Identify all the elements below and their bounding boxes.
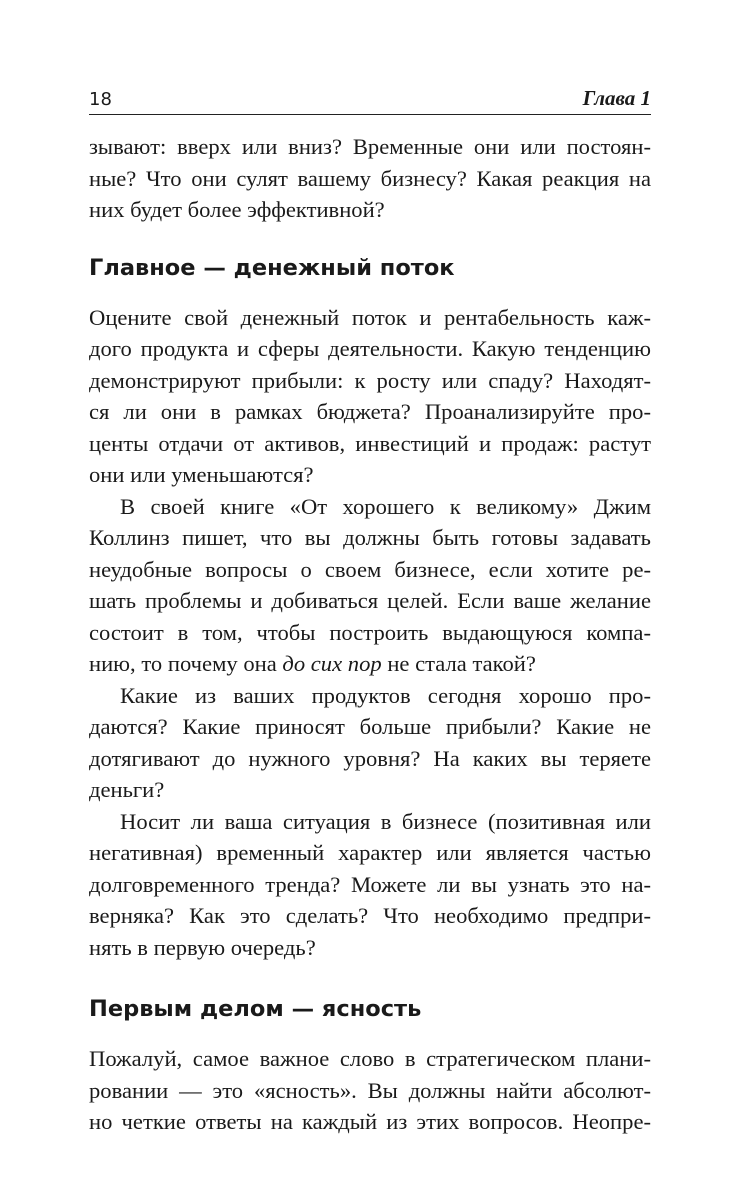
text-line: но четкие ответы на каждый из этих вопросов. Неопре- (89, 1109, 651, 1134)
text-line: неудобные вопросы о своем бизнесе, если хотите ре- (89, 556, 651, 582)
text-line: долговременного тренда? Можете ли вы узнать это на- (89, 871, 651, 897)
text-line: Носит ли ваша ситуация в бизнесе (позитивная или (120, 808, 651, 834)
text-line: В своей книге «От хорошего к великому» Джим (120, 493, 651, 519)
text-line: Какие из ваших продуктов сегодня хорошо про- (120, 682, 651, 708)
text-line: дотягивают до нужного уровня? На каких вы теряете (89, 745, 651, 771)
text-line: Пожалуй, самое важное слово в стратегическом плани- (89, 1046, 651, 1071)
text-line: негативная) временный характер или является частью (89, 840, 651, 865)
section-heading-clarity: Первым делом — ясность (89, 996, 422, 1022)
header-rule (89, 114, 651, 115)
text-line: Коллинз пишет, что вы должны быть готовы задавать (89, 525, 651, 550)
text-line: верняка? Как это сделать? Что необходимо предпри- (89, 903, 651, 928)
text-line: состоит в том, чтобы построить выдающуюся компа- (89, 619, 651, 645)
text-line: деньги? (89, 777, 165, 802)
text-line: дого продукта и сферы деятельности. Какую тенденцию (89, 336, 651, 361)
text-line: ные? Что они сулят вашему бизнесу? Какая реакция на (89, 165, 651, 191)
text-line: шать проблемы и добиваться целей. Если ваше желание (89, 588, 651, 613)
paragraph (89, 1043, 651, 1138)
text-run: не стала такой? (381, 651, 536, 676)
book-page (89, 84, 651, 1138)
text-line: центы отдачи от активов, инвестиций и продаж: растут (89, 430, 651, 456)
text-line: них будет более эффективной? (89, 197, 385, 222)
text-line (89, 648, 651, 680)
intro-paragraph (89, 131, 651, 226)
text-line: нять в первую очередь? (89, 934, 316, 960)
chapter-label: Глава 1 (582, 86, 651, 110)
text-run: нию, то почему она (89, 651, 283, 676)
paragraph (89, 302, 651, 491)
text-line: они или уменьшаются? (89, 462, 314, 487)
text-line: ровании — это «ясность». Вы должны найти абсолют- (89, 1077, 651, 1103)
emphasis-text: до сих пор (282, 651, 382, 676)
paragraph (89, 491, 651, 680)
text-line: зывают: вверх или вниз? Временные они или постоян- (89, 134, 651, 159)
text-line: демонстрируют прибыли: к росту или спаду? Находят- (89, 367, 651, 393)
section-heading-cash-flow: Главное — денежный поток (89, 254, 455, 281)
page-number: 18 (89, 89, 112, 110)
text-line: даются? Какие приносят больше прибыли? Какие не (89, 714, 651, 739)
running-head (89, 84, 651, 112)
text-line: Оцените свой денежный поток и рентабельность каж- (89, 304, 651, 330)
paragraph (89, 806, 651, 964)
paragraph (89, 680, 651, 806)
text-line: ся ли они в рамках бюджета? Проанализируйте про- (89, 399, 651, 424)
